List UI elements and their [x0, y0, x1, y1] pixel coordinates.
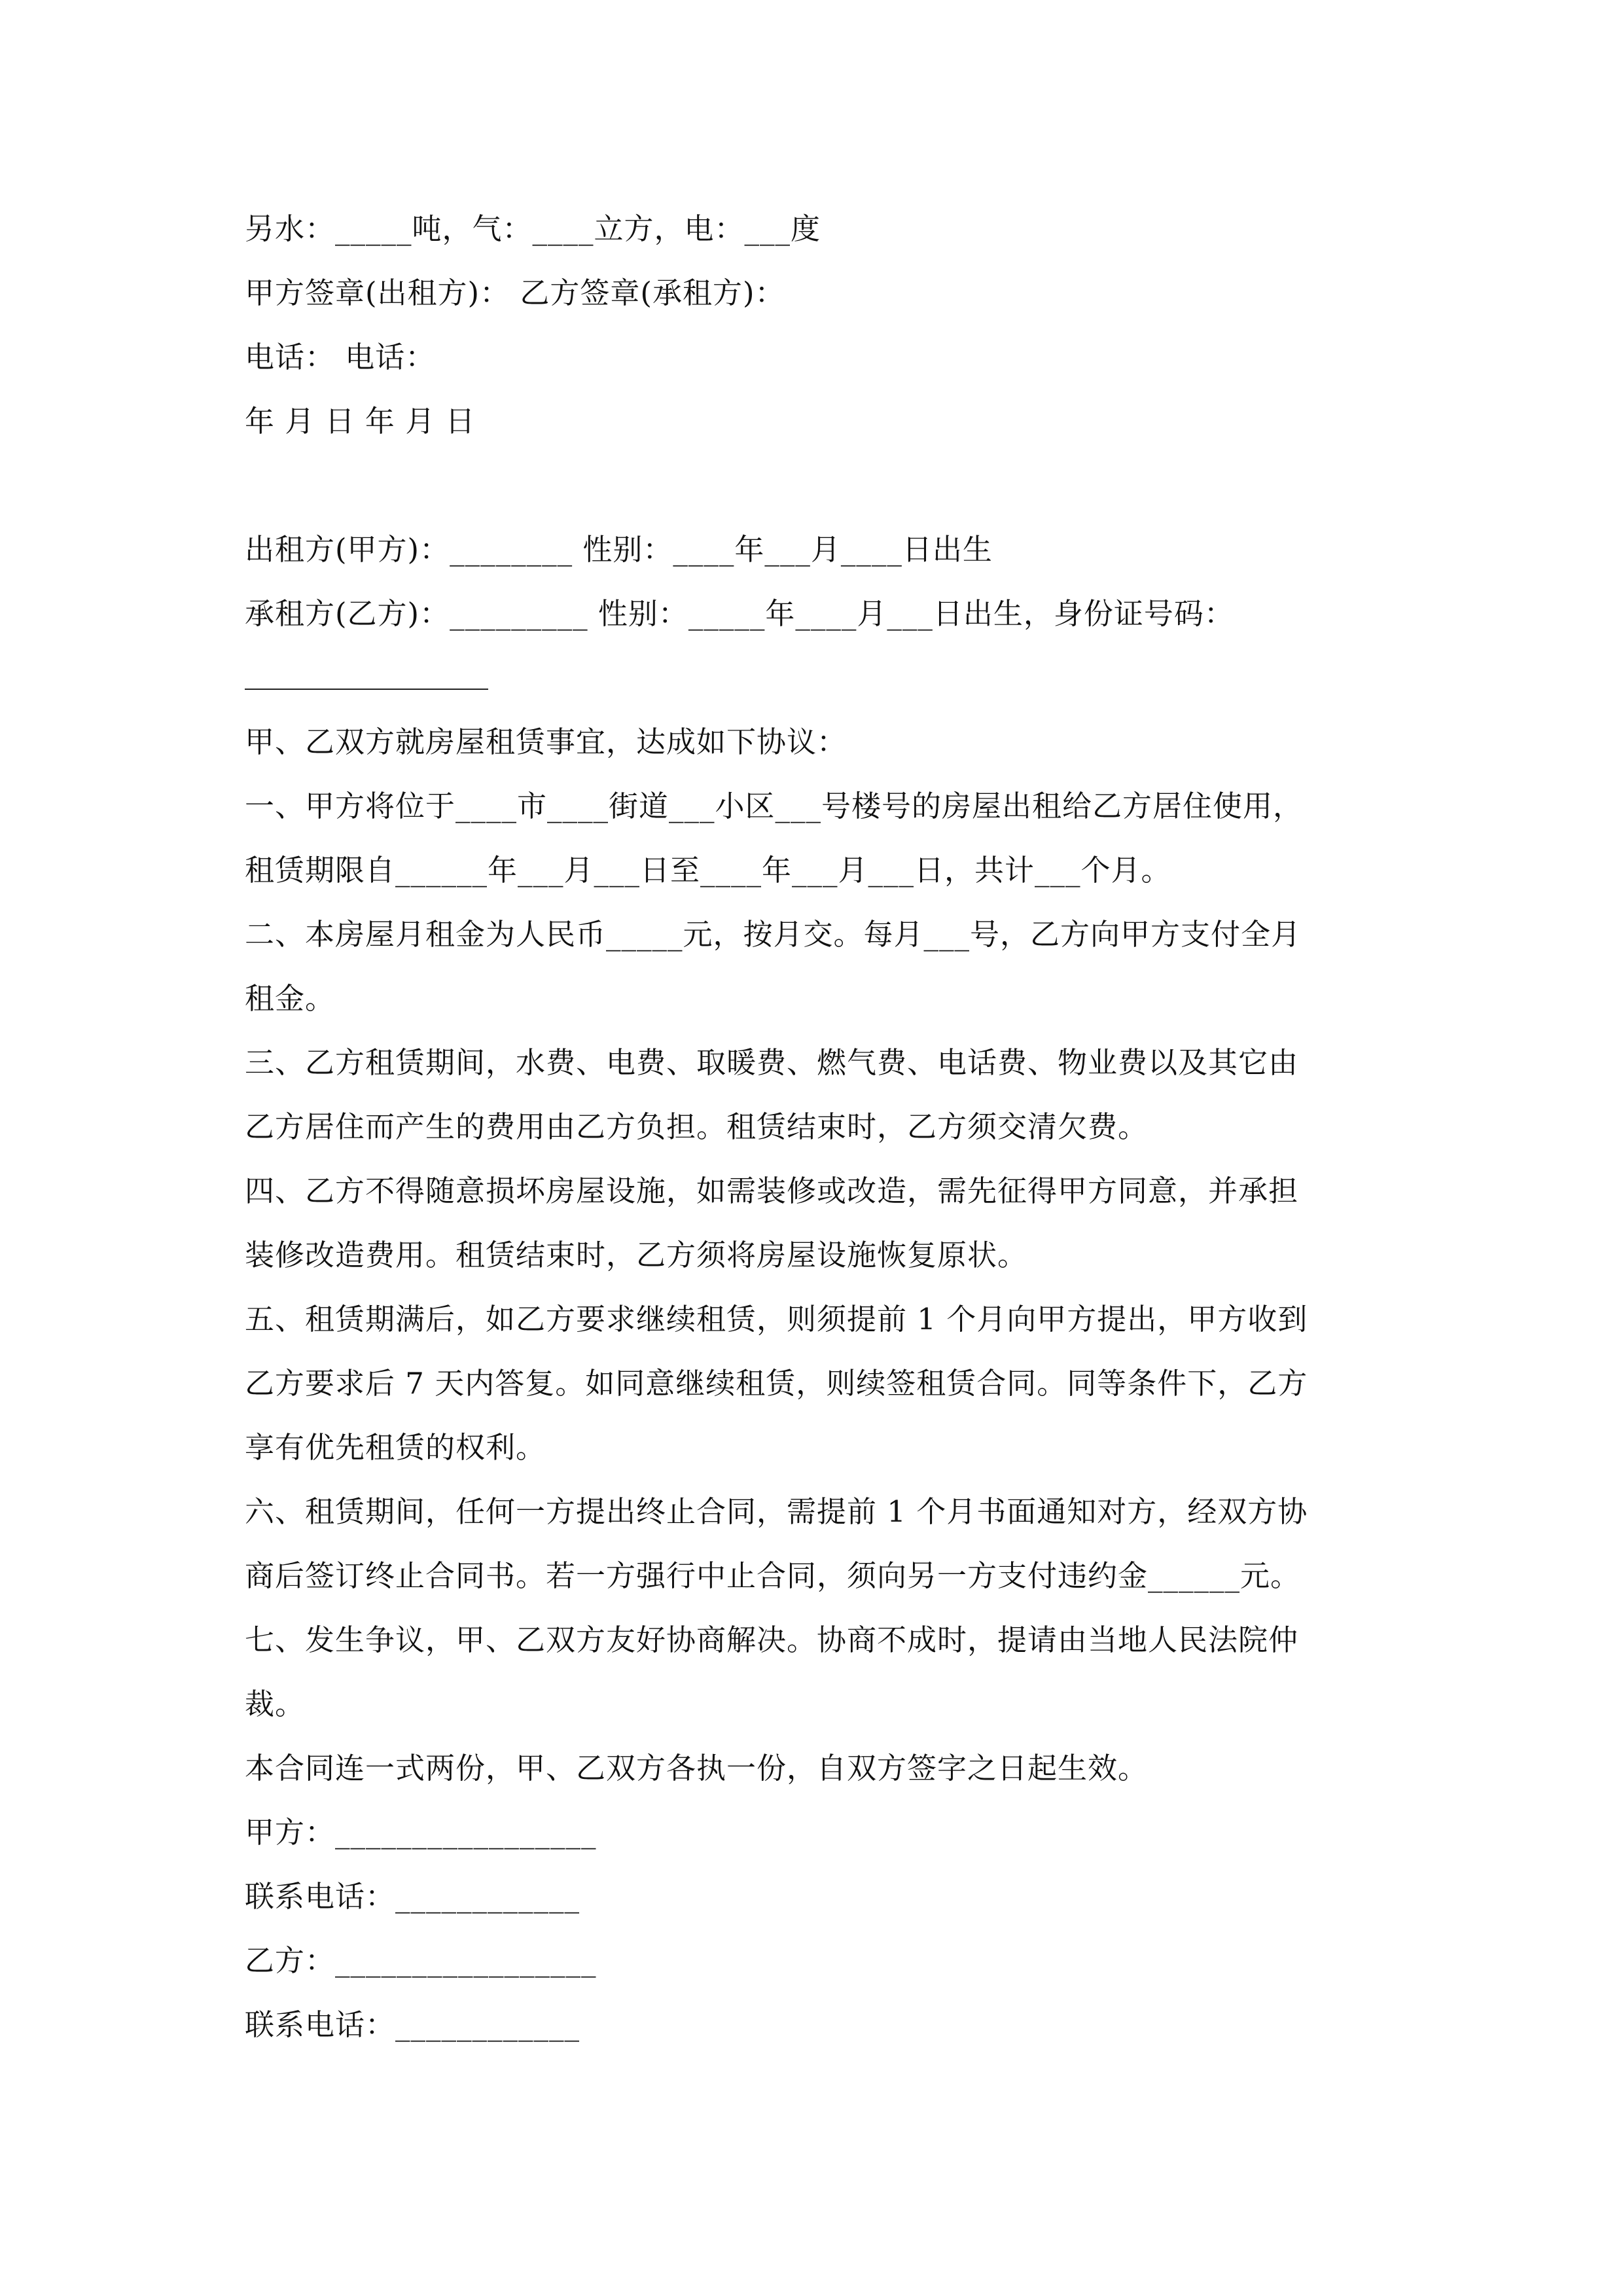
clause-3-line-2: 乙方居住而产生的费用由乙方负担。租赁结束时，乙方须交清欠费。 — [245, 1109, 1149, 1144]
party-b-signature: 乙方：_________________ — [245, 1943, 597, 1978]
date-line: 年 月 日 年 月 日 — [245, 404, 476, 439]
clause-2-line-2: 租金。 — [245, 981, 336, 1016]
party-a-signature: 甲方：_________________ — [245, 1815, 597, 1850]
clause-6-line-1: 六、租赁期间，任何一方提出终止合同，需提前 1 个月书面通知对方，经双方协 — [245, 1494, 1308, 1529]
party-b-phone: 联系电话：____________ — [245, 2007, 580, 2042]
phone-line: 电话： 电话： — [245, 340, 436, 374]
clause-7-line-2: 裁。 — [245, 1687, 306, 1721]
clause-3-line-1: 三、乙方租赁期间，水费、电费、取暖费、燃气费、电话费、物业费以及其它由 — [245, 1045, 1299, 1080]
signature-line: 甲方签章(出租方)： 乙方签章(承租方)： — [245, 276, 785, 310]
lessee-line: 承租方(乙方)：_________ 性别：_____年____月___日出生，身份证号码： — [245, 596, 1234, 631]
utilities-line: 另水：_____吨，气：____立方，电：___度 — [245, 211, 821, 246]
clause-1-line-1: 一、甲方将位于____市____街道___小区___号楼号的房屋出租给乙方居住使用， — [245, 789, 1304, 823]
clause-2-line-1: 二、本房屋月租金为人民币_____元，按月交。每月___号，乙方向甲方支付全月 — [245, 917, 1302, 952]
closing-text: 本合同连一式两份，甲、乙双方各执一份，自双方签字之日起生效。 — [245, 1751, 1149, 1785]
clause-5-line-3: 享有优先租赁的权利。 — [245, 1430, 546, 1465]
clause-7-line-1: 七、发生争议，甲、乙双方友好协商解决。协商不成时，提请由当地人民法院仲 — [245, 1623, 1299, 1657]
party-a-phone: 联系电话：____________ — [245, 1879, 580, 1914]
lessor-line: 出租方(甲方)：________ 性别：____年___月____日出生 — [245, 532, 993, 567]
clause-4-line-2: 装修改造费用。租赁结束时，乙方须将房屋设施恢复原状。 — [245, 1238, 1028, 1272]
clause-5-line-1: 五、租赁期满后，如乙方要求继续租赁，则须提前 1 个月向甲方提出，甲方收到 — [245, 1302, 1308, 1336]
clause-5-line-2: 乙方要求后 7 天内答复。如同意继续租赁，则续签租赁合同。同等条件下，乙方 — [245, 1366, 1308, 1401]
id-number-blank — [245, 689, 488, 690]
clause-4-line-1: 四、乙方不得随意损坏房屋设施，如需装修或改造，需先征得甲方同意，并承担 — [245, 1174, 1299, 1208]
intro-text: 甲、乙双方就房屋租赁事宜，达成如下协议： — [245, 725, 847, 759]
clause-1-line-2: 租赁期限自______年___月___日至____年___月___日，共计___个月。 — [245, 853, 1171, 888]
clause-6-line-2: 商后签订终止合同书。若一方强行中止合同，须向另一方支付违约金______元。 — [245, 1558, 1301, 1593]
